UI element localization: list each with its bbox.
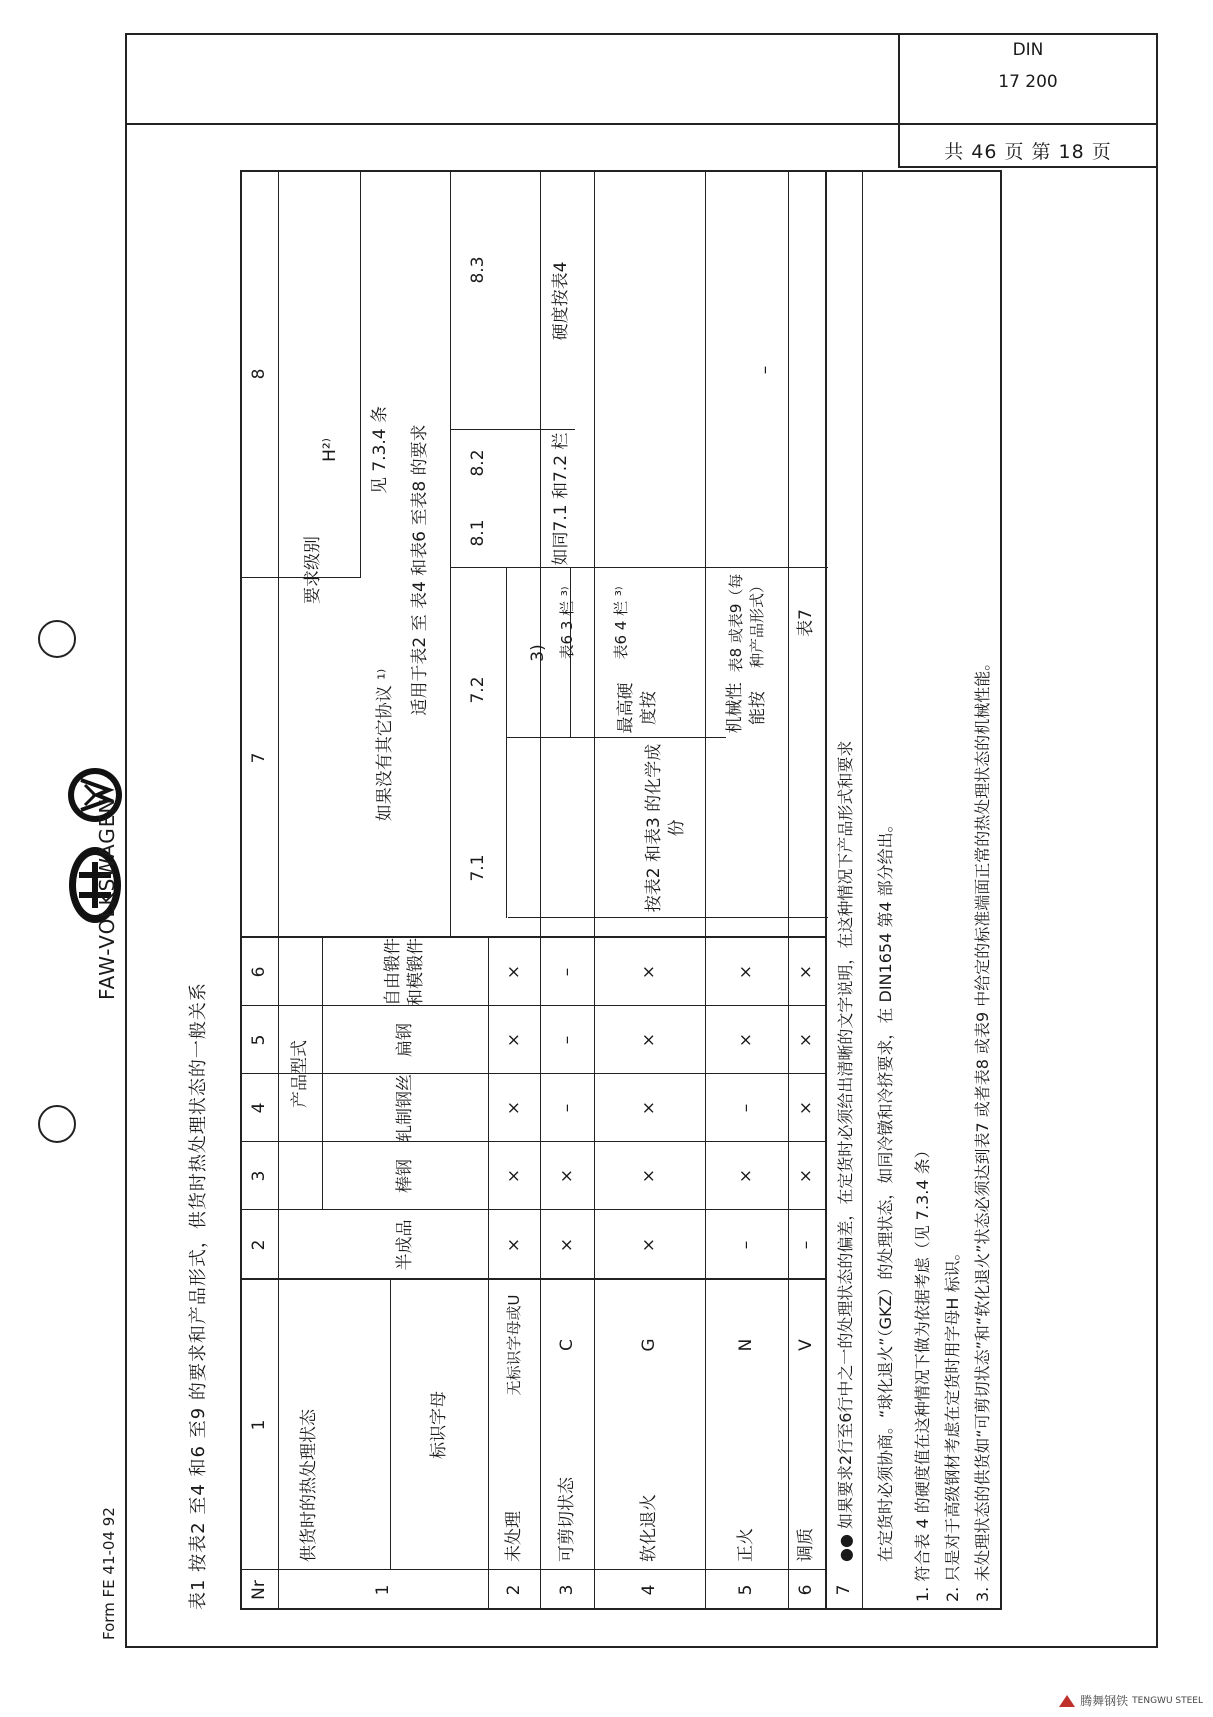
table-caption: 表1 按表2 至4 和6 至9 的要求和产品形式，供货时热处理状态的一般关系 [188, 982, 209, 1610]
row-2-letter: 无标识字母或U [504, 1294, 523, 1396]
req-hardness-t4: 硬度按表4 [550, 261, 571, 341]
row-2-state: 未处理 [503, 1511, 524, 1562]
row-6-cell-1: × [796, 1168, 817, 1184]
col-2: 2 [248, 1239, 269, 1251]
row-4-nr: 4 [639, 1584, 660, 1596]
head-product-form: 产品型式 [289, 1040, 310, 1108]
row-3-cell-4: – [556, 967, 577, 977]
row-6-cell-3: × [796, 1032, 817, 1048]
head-req-grade: 要求级别 [302, 536, 323, 604]
row-2-cell-3: × [503, 1032, 524, 1048]
watermark-sub: TENGWU STEEL [1132, 1695, 1203, 1706]
row-3-cell-1: × [556, 1168, 577, 1184]
col-5: 5 [248, 1034, 269, 1046]
req-t7: 表7 [796, 609, 817, 637]
col-nr: Nr [248, 1580, 269, 1600]
page-info: 共 46 页 第 18 页 [944, 141, 1112, 163]
row-6-cell-0: – [796, 1240, 817, 1250]
head-product-2: 轧制钢丝 [394, 1074, 415, 1142]
head-id-letter: 标识字母 [428, 1391, 449, 1459]
head-sub-82: 8.2 [467, 449, 488, 477]
row-4-cell-1: × [639, 1168, 660, 1184]
row-3-letter: C [556, 1339, 577, 1351]
row-2-nr: 2 [503, 1584, 524, 1596]
col-6: 6 [248, 966, 269, 978]
watermark-logo-icon [1058, 1694, 1076, 1708]
row-2-cell-4: × [503, 964, 524, 980]
row-3-cell-3: – [556, 1035, 577, 1045]
head-sub-71: 7.1 [467, 854, 488, 882]
head-product-1: 棒钢 [394, 1159, 415, 1193]
row-6-state: 调质 [796, 1528, 817, 1562]
head-see-734: 见 7.3.4 条 [369, 405, 390, 495]
row-2-cell-1: × [503, 1168, 524, 1184]
footnote-3: 3. 未处理状态的供货如“可剪切状态”和“软化退火”状态必须达到表7 或者表8 或表9 中给定的标准端面正常的热处理状态的机械性能。 [973, 654, 992, 1602]
standard-number: 17 200 [998, 72, 1058, 92]
brand-name: FAW-VOLKSWAGEN [95, 797, 119, 1000]
req-chem: 按表2 和表3 的化学成份 [643, 743, 687, 913]
row-2-cell-2: × [503, 1100, 524, 1116]
row-3-cell-0: × [556, 1237, 577, 1253]
req-t8t9: 表8 或表9（每种产品形式） [727, 573, 766, 673]
row-2-cell-0: × [503, 1237, 524, 1253]
head-delivery-state: 供货时的热处理状态 [299, 1409, 319, 1562]
col-3: 3 [248, 1170, 269, 1182]
row-5-letter: N [736, 1338, 757, 1352]
header-divider [125, 123, 1158, 125]
row-5-cell-0: – [736, 1240, 757, 1250]
col-8: 8 [248, 368, 269, 380]
head-product-3: 扁钢 [394, 1023, 415, 1057]
row-4-letter: G [639, 1338, 660, 1352]
row-4-cell-4: × [639, 964, 660, 980]
row-5-cell-4: × [736, 964, 757, 980]
row-5-cell-3: × [736, 1032, 757, 1048]
req-fn3: 3) [527, 644, 548, 662]
row-4-state: 软化退火 [639, 1494, 660, 1562]
row-5-cell-1: × [736, 1168, 757, 1184]
row-3-state: 可剪切状态 [556, 1477, 577, 1562]
footnote-1: 1. 符合表 4 的硬度值在这种情况下做为依据考虑（见 7.3.4 条） [913, 1142, 932, 1602]
form-number: Form FE 41-04 92 [100, 1507, 118, 1640]
row-6-cell-4: × [796, 964, 817, 980]
row-5-cell-2: – [736, 1103, 757, 1113]
req-mech: 机械性能按 [724, 682, 768, 734]
row-5-state: 正火 [736, 1528, 757, 1562]
head-product-0: 半成品 [394, 1219, 415, 1271]
page-info-bottom-line [898, 166, 1158, 168]
row-7-nr: 7 [834, 1584, 855, 1596]
col-7: 7 [248, 752, 269, 764]
row-1-nr: 1 [372, 1584, 393, 1596]
head-sub-83: 8.3 [467, 256, 488, 284]
punch-hole-top [38, 620, 76, 658]
row-7-text-1: ●● 如果要求2行至6行中之一的处理状态的偏差，在定货时必须给出清晰的文字说明，在这种情况下产品形式和要求 [836, 740, 855, 1562]
punch-hole-bottom [38, 1105, 76, 1143]
col-1: 1 [248, 1419, 269, 1431]
row-4-cell-2: × [639, 1100, 660, 1116]
req-max-hardness: 最高硬度按 [615, 682, 659, 734]
row-5-nr: 5 [736, 1584, 757, 1596]
watermark [1058, 1692, 1203, 1709]
row-4-cell-3: × [639, 1032, 660, 1048]
req-t6c3: 表6 3 栏 ³⁾ [557, 586, 576, 660]
row-6-letter: V [796, 1339, 817, 1351]
head-sub-72: 7.2 [467, 676, 488, 704]
table-rotated-container [188, 170, 1002, 1610]
row-7-text-2: 在定货时必须协商。“球化退火”（GKZ）的处理状态，如同冷镦和冷挤要求，在 DIN1654 第4 部分给出。 [876, 816, 895, 1562]
watermark-text: 腾舞钢铁 [1080, 1694, 1129, 1708]
head-no-other: 如果没有其它协议 ¹⁾ [374, 668, 395, 822]
row-3-nr: 3 [556, 1584, 577, 1596]
col-4: 4 [248, 1102, 269, 1114]
req-dash: – [754, 365, 775, 375]
row-3-cell-2: – [556, 1103, 577, 1113]
head-sub-81: 8.1 [467, 519, 488, 547]
standard-din: DIN [1012, 40, 1044, 60]
row-6-cell-2: × [796, 1100, 817, 1116]
head-product-4: 自由锻件和模锻件 [383, 938, 426, 1006]
footnote-2: 2. 只是对于高级钢材考虑在定货时用字母H 标识。 [943, 1244, 962, 1602]
head-applicable: 适用于表2 至 表4 和表6 至表8 的要求 [409, 424, 430, 716]
head-h-note: H²⁾ [319, 438, 340, 462]
row-4-cell-0: × [639, 1237, 660, 1253]
bullet-icon: ●● [836, 1534, 855, 1562]
req-same-as: 如同7.1 和7.2 栏 [550, 432, 571, 566]
req-t6c4: 表6 4 栏 ³⁾ [611, 586, 630, 660]
row-6-nr: 6 [796, 1584, 817, 1596]
